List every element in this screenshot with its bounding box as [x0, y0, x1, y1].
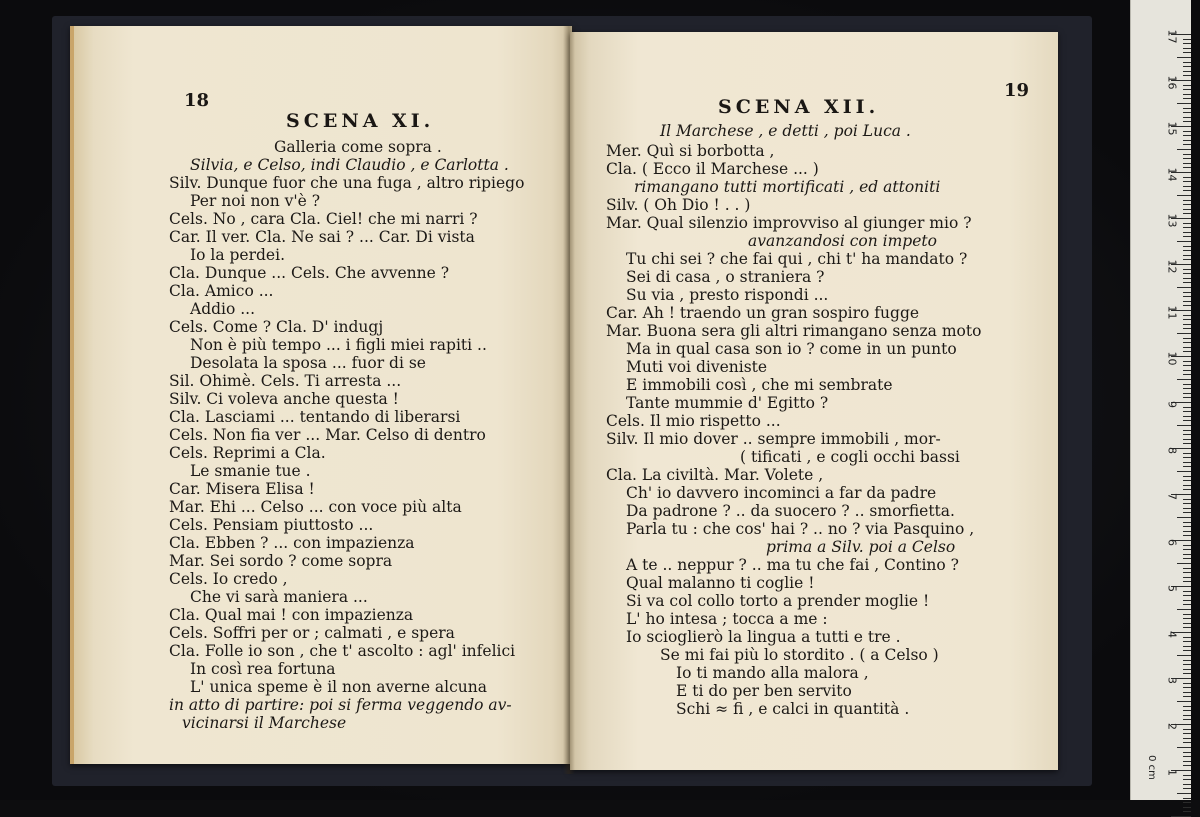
ruler-label: 7	[1165, 493, 1179, 500]
right_page-text-line: Schi ≈ fi , e calci in quantità .	[676, 700, 910, 718]
ruler-tick	[1183, 232, 1191, 233]
ruler-tick	[1183, 476, 1191, 477]
ruler-tick	[1183, 328, 1191, 329]
ruler-tick	[1183, 614, 1191, 615]
ruler-tick	[1183, 591, 1191, 592]
book-gutter	[563, 26, 575, 774]
ruler-tick	[1183, 554, 1191, 555]
ruler-tick	[1177, 103, 1191, 104]
right-page	[570, 32, 1058, 770]
ruler-tick	[1183, 384, 1191, 385]
ruler-label: 10	[1165, 351, 1179, 366]
ruler-label: 13	[1165, 213, 1179, 228]
ruler-tick	[1183, 255, 1191, 256]
ruler-tick	[1183, 683, 1191, 684]
ruler-label: 8	[1165, 447, 1179, 454]
left_page-text-line: In così rea fortuna	[190, 660, 336, 678]
ruler-tick	[1183, 756, 1191, 757]
ruler-tick	[1183, 499, 1191, 500]
ruler-tick	[1183, 802, 1191, 803]
ruler-tick	[1183, 687, 1191, 688]
left_page-text-line: Cla. Amico ...	[169, 282, 274, 300]
ruler-label: 9	[1165, 401, 1179, 408]
ruler-tick	[1183, 568, 1191, 569]
ruler-tick	[1177, 57, 1191, 58]
ruler-unit-label: 0 cm	[1145, 755, 1157, 780]
ruler-tick	[1183, 236, 1191, 237]
right_page-text-line: Su via , presto rispondi ...	[626, 286, 829, 304]
left_page-text-line: vicinarsi il Marchese	[182, 714, 347, 732]
ruler-label: 1	[1165, 769, 1179, 776]
left_page-text-line: Cels. Soffri per or ; calmati , e spera	[169, 624, 455, 642]
right_page-text-line: Da padrone ? .. da suocero ? .. smorfietta.	[626, 502, 955, 520]
page-number: 19	[1004, 80, 1030, 101]
ruler-tick	[1183, 407, 1191, 408]
left_page-text-line: Car. Il ver. Cla. Ne sai ? ... Car. Di vista	[169, 228, 475, 246]
left_page-text-line: Cels. Come ? Cla. D' indugj	[169, 318, 384, 336]
ruler-tick	[1183, 811, 1191, 812]
right_page-text-line: rimangano tutti mortificati , ed attoniti	[634, 178, 941, 196]
left_page-text-line: Cla. Dunque ... Cels. Che avvenne ?	[169, 264, 450, 282]
ruler-tick	[1177, 241, 1191, 242]
ruler-tick	[1183, 75, 1191, 76]
scene-title: SCENA XI.	[286, 110, 435, 132]
ruler-tick	[1183, 489, 1191, 490]
ruler-tick	[1183, 761, 1191, 762]
ruler-tick	[1177, 609, 1191, 610]
ruler-tick	[1177, 425, 1191, 426]
left_page-text-line: Cels. Non fia ver ... Mar. Celso di dentro	[169, 426, 486, 444]
ruler-tick	[1183, 85, 1191, 86]
ruler-label: 3	[1165, 677, 1179, 684]
ruler-tick	[1183, 798, 1191, 799]
right_page-text-line: Cla. La civiltà. Mar. Volete ,	[606, 466, 824, 484]
ruler-tick	[1183, 664, 1191, 665]
ruler-label: 5	[1165, 585, 1179, 592]
ruler-tick	[1183, 669, 1191, 670]
ruler-label: 2	[1165, 723, 1179, 730]
ruler-tick	[1183, 324, 1191, 325]
ruler-tick	[1183, 457, 1191, 458]
ruler-tick	[1177, 333, 1191, 334]
ruler-tick	[1183, 397, 1191, 398]
ruler-tick	[1183, 742, 1191, 743]
right_page-text-line: Il Marchese , e detti , poi Luca .	[660, 122, 911, 140]
ruler-tick	[1183, 305, 1191, 306]
ruler-tick	[1183, 365, 1191, 366]
ruler-tick	[1183, 48, 1191, 49]
ruler-label: 16	[1165, 75, 1179, 90]
ruler-tick	[1183, 485, 1191, 486]
left_page-text-line: Cels. Reprimi a Cla.	[169, 444, 326, 462]
ruler-tick	[1183, 416, 1191, 417]
ruler-tick	[1183, 788, 1191, 789]
left_page-text-line: Cels. Pensiam piuttosto ...	[169, 516, 374, 534]
ruler-tick	[1183, 784, 1191, 785]
ruler-tick	[1183, 706, 1191, 707]
ruler-tick	[1183, 71, 1191, 72]
right_page-text-line: Mer. Quì si borbotta ,	[606, 142, 775, 160]
left_page-text-line: Galleria come sopra .	[274, 138, 442, 156]
ruler-tick	[1183, 480, 1191, 481]
ruler-tick	[1183, 531, 1191, 532]
ruler-tick	[1177, 287, 1191, 288]
ruler-tick	[1177, 379, 1191, 380]
ruler-label: 17	[1165, 29, 1179, 44]
ruler-tick	[1183, 361, 1191, 362]
ruler-label: 4	[1165, 631, 1179, 638]
left_page-text-line: Io la perdei.	[190, 246, 285, 264]
ruler-tick	[1183, 719, 1191, 720]
right_page-text-line: Sei di casa , o straniera ?	[626, 268, 825, 286]
left_page-text-line: Cla. Ebben ? ... con impazienza	[169, 534, 415, 552]
ruler-tick	[1183, 338, 1191, 339]
right_page-text-line: Tu chi sei ? che fai qui , chi t' ha mandato ?	[626, 250, 968, 268]
ruler-tick	[1183, 269, 1191, 270]
ruler-tick	[1177, 517, 1191, 518]
ruler-tick	[1183, 729, 1191, 730]
ruler-tick	[1183, 131, 1191, 132]
ruler-tick	[1183, 117, 1191, 118]
left_page-text-line: Mar. Ehi ... Celso ... con voce più alta	[169, 498, 462, 516]
ruler-tick	[1177, 747, 1191, 748]
ruler-tick	[1183, 393, 1191, 394]
ruler-tick	[1183, 581, 1191, 582]
ruler-tick	[1183, 545, 1191, 546]
ruler-tick	[1183, 503, 1191, 504]
left_page-text-line: Silv. Ci voleva anche questa !	[169, 390, 399, 408]
ruler-tick	[1183, 673, 1191, 674]
ruler-tick	[1183, 692, 1191, 693]
ruler-tick	[1183, 301, 1191, 302]
ruler-tick	[1183, 89, 1191, 90]
ruler-tick	[1183, 637, 1191, 638]
right_page-text-line: Muti voi diveniste	[626, 358, 768, 376]
ruler-tick	[1183, 342, 1191, 343]
left_page-text-line: Sil. Ohimè. Cels. Ti arresta ...	[169, 372, 402, 390]
right_page-text-line: Cels. Il mio rispetto ...	[606, 412, 781, 430]
ruler-tick	[1183, 223, 1191, 224]
right_page-text-line: Ch' io davvero incominci a far da padre	[626, 484, 937, 502]
right_page-text-line: avanzandosi con impeto	[748, 232, 937, 250]
ruler-tick	[1183, 108, 1191, 109]
ruler-tick	[1183, 259, 1191, 260]
right_page-text-line: Tante mummie d' Egitto ?	[626, 394, 829, 412]
ruler-tick	[1183, 466, 1191, 467]
ruler-tick	[1183, 522, 1191, 523]
ruler-tick	[1183, 39, 1191, 40]
left_page-text-line: Silvia, e Celso, indi Claudio , e Carlotta .	[190, 156, 509, 174]
ruler-tick	[1183, 434, 1191, 435]
right_page-text-line: Io ti mando alla malora ,	[676, 664, 869, 682]
ruler-tick	[1183, 158, 1191, 159]
ruler-tick	[1183, 204, 1191, 205]
ruler-tick	[1183, 641, 1191, 642]
right_page-text-line: Silv. Il mio dover .. sempre immobili , mor-	[606, 430, 941, 448]
ruler-tick	[1183, 595, 1191, 596]
left_page-text-line: Desolata la sposa ... fuor di se	[190, 354, 426, 372]
ruler-label: 12	[1165, 259, 1179, 274]
left-page	[70, 26, 572, 764]
ruler-tick	[1183, 715, 1191, 716]
left_page-text-line: Mar. Sei sordo ? come sopra	[169, 552, 393, 570]
left_page-text-line: Per noi non v'è ?	[190, 192, 321, 210]
right_page-text-line: E immobili così , che mi sembrate	[626, 376, 893, 394]
right_page-text-line: Si va col collo torto a prender moglie !	[626, 592, 930, 610]
ruler-tick	[1183, 98, 1191, 99]
ruler-tick	[1183, 209, 1191, 210]
ruler-tick	[1183, 650, 1191, 651]
ruler-tick	[1183, 535, 1191, 536]
left_page-text-line: Silv. Dunque fuor che una fuga , altro ripiego	[169, 174, 525, 192]
right_page-text-line: A te .. neppur ? .. ma tu che fai , Contino ?	[626, 556, 959, 574]
ruler-tick	[1183, 163, 1191, 164]
ruler-tick	[1183, 140, 1191, 141]
ruler-tick	[1183, 347, 1191, 348]
ruler-tick	[1183, 733, 1191, 734]
ruler-tick	[1177, 563, 1191, 564]
ruler-tick	[1183, 246, 1191, 247]
right_page-text-line: Parla tu : che cos' hai ? .. no ? via Pasquino ,	[626, 520, 975, 538]
ruler-tick	[1183, 296, 1191, 297]
ruler-tick	[1183, 319, 1191, 320]
ruler-label: 6	[1165, 539, 1179, 546]
ruler-tick	[1183, 121, 1191, 122]
right_page-text-line: Mar. Buona sera gli altri rimangano senza moto	[606, 322, 982, 340]
ruler-tick	[1183, 351, 1191, 352]
open-book	[70, 26, 1070, 774]
left_page-text-line: in atto di partire: poi si ferma veggendo av-	[169, 696, 512, 714]
ruler-tick	[1183, 549, 1191, 550]
ruler-tick	[1183, 512, 1191, 513]
right_page-text-line: Cla. ( Ecco il Marchese ... )	[606, 160, 819, 178]
ruler-tick	[1183, 646, 1191, 647]
right_page-text-line: prima a Silv. poi a Celso	[766, 538, 956, 556]
ruler-tick	[1183, 200, 1191, 201]
left_page-text-line: Cels. Io credo ,	[169, 570, 288, 588]
right_page-text-line: Ma in qual casa son io ? come in un punto	[626, 340, 957, 358]
ruler-tick	[1183, 738, 1191, 739]
ruler-tick	[1183, 660, 1191, 661]
ruler-tick	[1183, 278, 1191, 279]
ruler-tick	[1183, 710, 1191, 711]
ruler-tick	[1183, 227, 1191, 228]
ruler-tick	[1177, 701, 1191, 702]
right_page-text-line: Io scioglierò la lingua a tutti e tre .	[626, 628, 901, 646]
left_page-text-line: Cla. Qual mai ! con impazienza	[169, 606, 414, 624]
ruler-tick	[1183, 775, 1191, 776]
right_page-text-line: Se mi fai più lo stordito . ( a Celso )	[660, 646, 939, 664]
ruler-tick	[1183, 572, 1191, 573]
ruler-tick	[1183, 144, 1191, 145]
ruler-tick	[1183, 439, 1191, 440]
ruler-tick	[1183, 374, 1191, 375]
left_page-text-line: Che vi sarà maniera ...	[190, 588, 368, 606]
ruler-tick	[1183, 66, 1191, 67]
right_page-text-line: L' ho intesa ; tocca a me :	[626, 610, 828, 628]
right_page-text-line: Car. Ah ! traendo un gran sospiro fugge	[606, 304, 920, 322]
ruler-tick	[1183, 190, 1191, 191]
ruler-label: 15	[1165, 121, 1179, 136]
ruler-tick	[1183, 370, 1191, 371]
ruler-tick	[1183, 388, 1191, 389]
ruler-tick	[1183, 94, 1191, 95]
ruler-tick	[1183, 315, 1191, 316]
left_page-text-line: Cels. No , cara Cla. Ciel! che mi narri ?	[169, 210, 478, 228]
right_page-text-line: Qual malanno ti coglie !	[626, 574, 815, 592]
ruler-tick	[1177, 471, 1191, 472]
ruler-tick	[1183, 411, 1191, 412]
ruler-tick	[1183, 696, 1191, 697]
ruler-tick	[1183, 282, 1191, 283]
ruler-tick	[1177, 793, 1191, 794]
left_page-text-line: L' unica speme è il non averne alcuna	[190, 678, 488, 696]
left_page-text-line: Cla. Lasciami ... tentando di liberarsi	[169, 408, 461, 426]
ruler-tick	[1183, 453, 1191, 454]
ruler-tick	[1183, 273, 1191, 274]
ruler-tick	[1183, 135, 1191, 136]
ruler-tick	[1183, 213, 1191, 214]
ruler-tick	[1183, 62, 1191, 63]
ruler-tick	[1183, 177, 1191, 178]
ruler-tick	[1183, 154, 1191, 155]
ruler-tick	[1183, 623, 1191, 624]
ruler-tick	[1177, 655, 1191, 656]
ruler-tick	[1183, 779, 1191, 780]
ruler-tick	[1183, 52, 1191, 53]
page-number: 18	[184, 90, 210, 111]
ruler-tick	[1183, 627, 1191, 628]
ruler-tick	[1183, 577, 1191, 578]
ruler-tick	[1183, 167, 1191, 168]
measurement-ruler	[1130, 0, 1191, 800]
ruler-tick	[1183, 526, 1191, 527]
ruler-tick	[1183, 558, 1191, 559]
ruler-tick	[1183, 430, 1191, 431]
ruler-label: 14	[1165, 167, 1179, 182]
ruler-tick	[1183, 420, 1191, 421]
left_page-text-line: Car. Misera Elisa !	[169, 480, 315, 498]
scene-title: SCENA XII.	[718, 96, 880, 118]
ruler-tick	[1183, 292, 1191, 293]
ruler-tick	[1183, 604, 1191, 605]
ruler-tick	[1183, 186, 1191, 187]
ruler-tick	[1183, 752, 1191, 753]
ruler-label: 11	[1165, 305, 1179, 320]
ruler-tick	[1183, 508, 1191, 509]
ruler-tick	[1183, 807, 1191, 808]
left_page-text-line: Addio ...	[190, 300, 256, 318]
right_page-text-line: ( tificati , e cogli occhi bassi	[740, 448, 960, 466]
ruler-tick	[1183, 250, 1191, 251]
right_page-text-line: Silv. ( Oh Dio ! . . )	[606, 196, 751, 214]
left_page-text-line: Non è più tempo ... i figli miei rapiti ..	[190, 336, 487, 354]
ruler-tick	[1177, 149, 1191, 150]
ruler-tick	[1183, 43, 1191, 44]
ruler-tick	[1177, 195, 1191, 196]
ruler-tick	[1183, 181, 1191, 182]
left_page-text-line: Cla. Folle io son , che t' ascolto : agl' infelici	[169, 642, 516, 660]
ruler-tick	[1183, 600, 1191, 601]
left_page-text-line: Le smanie tue .	[190, 462, 311, 480]
right_page-text-line: E ti do per ben servito	[676, 682, 852, 700]
ruler-tick	[1183, 462, 1191, 463]
ruler-tick	[1183, 765, 1191, 766]
right_page-text-line: Mar. Qual silenzio improvviso al giunger mio ?	[606, 214, 972, 232]
ruler-tick	[1183, 443, 1191, 444]
ruler-tick	[1183, 618, 1191, 619]
ruler-tick	[1183, 112, 1191, 113]
